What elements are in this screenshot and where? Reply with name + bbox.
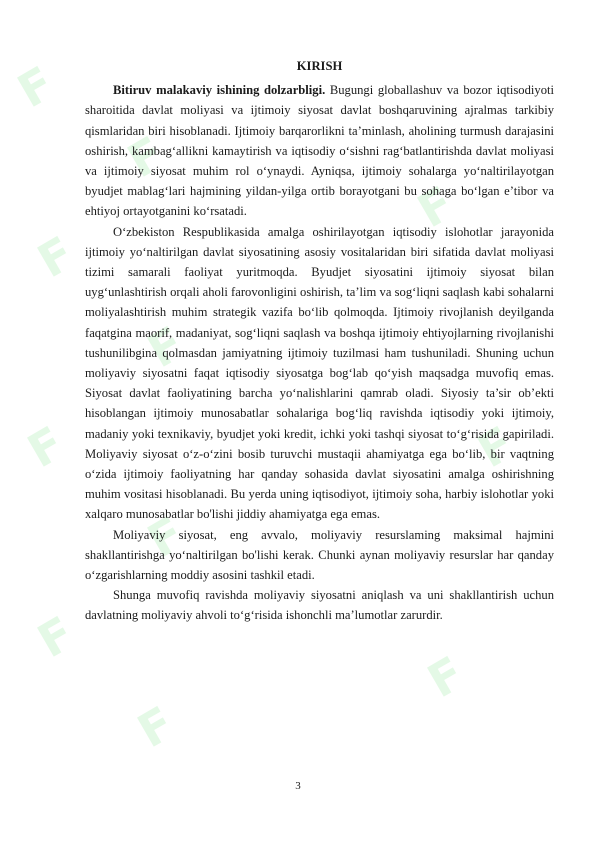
paragraph <box>85 222 554 525</box>
paragraph-text: Moliyaviy siyosat, eng avvalo, moliyaviy resurslaming maksimal hajmini shakllantirishga yo‘naltirilgan bo'lishi kerak. Chunki aynan moliyaviy resurslar har qanday o‘zgarishlarning moddiy asosini tashkil etadi. <box>85 527 554 583</box>
paragraph-lead: Bitiruv malakaviy ishining dolzarbligi. <box>113 83 326 98</box>
watermark-glyph: F <box>138 315 193 379</box>
watermark-glyph: F <box>18 415 73 479</box>
paragraph <box>85 80 554 221</box>
watermark-glyph: F <box>28 225 83 289</box>
page-number: 3 <box>295 780 301 792</box>
paragraph <box>85 585 554 625</box>
page-title: KIRISH <box>296 59 343 73</box>
watermark-glyph: F <box>128 695 183 759</box>
watermark-glyph: F <box>418 645 473 709</box>
paragraph <box>85 525 554 586</box>
watermark-glyph: F <box>468 415 523 479</box>
paragraph-text: Shunga muvofiq ravishda moliyaviy siyosatni aniqlash va uni shakllantirish uchun davlatning moliyaviy ahvoli to‘g‘risida ishonchli ma’lumotlar zarurdir. <box>85 588 554 623</box>
paragraph-text: Bugungi globallashuv va bozor iqtisodiyoti sharoitida davlat moliyasi va ijtimoiy siyosat davlat boshqaruvining ajralmas tarkibiy qismlaridan biri hisoblanadi. Ijtimoiy barqarorlikni ta’minlash, aholining turmush darajasini oshirish, kambag‘allikni kamaytirish va iqtisodiy o‘sishni rag‘batlantirishda davlat moliyasi va ijtimoiy siyosat muhim rol o‘ynaydi. Ayniqsa, ijtimoiy sohalarga yo‘naltirilayotgan byudjet mablag‘lari hajmining yildan-yilga ortib borayotgani bu sohaga bo‘lgan e’tibor va ehtiyoj ortayotganini ko‘rsatadi. <box>85 83 554 219</box>
paragraph-text: O‘zbekiston Respublikasida amalga oshirilayotgan iqtisodiy islohotlar jarayonida ijtimoiy yo‘naltirilgan davlat siyosatining asosiy vositalaridan biri sifatida davlat moliyasi tizimi samarali faoliyat yuritmoqda. Byudjet siyosatini ijtimoiy siyosat bilan uyg‘unlashtirish orqali aholi farovonligini oshirish, ta’lim va sog‘liqni saqlash kabi sohalarni moliyalashtirish muhim strategik vazifa bo‘lib qolmoqda. Ijtimoiy rivojlanish deyilganda faqatgina maorif, madaniyat, sog‘liqni saqlash va boshqa ijtimoiy ehtiyojlarning rivojlanishi tushunilibgina qolmasdan jamiyatning ijtimoiy tuzilmasi ham tushuniladi. Shuning uchun moliyaviy siyosatni faqat iqtisodiy siyosatga bog‘lab qo‘yish maqsadga muvofiq emas. Siyosat davlat faoliyatining barcha yo‘nalishlarini qamrab oladi. Siyosiy ta’sir ob’ekti hisoblangan ijtimoiy munosabatlar sohalariga bog‘liq ravishda iqtisodiy yoki ijtimoiy, madaniy yoki texnikaviy, byudjet yoki kredit, ichki yoki tashqi siyosat to‘g‘risida gapiriladi. Moliyaviy siyosat o‘z-o‘zini bosib turuvchi mustaqii ahamiyatga ega bo‘lib, bir vaqtning o‘zida ijtimoiy faoliyatning har qanday sohasida davlat siyosatini amalga oshirishning muhim vositasi hisoblanadi. Bu yerda uning iqtisodiyot, ijtimoiy soha, harbiy islohotlar yoki xalqaro munosabatlar bo'lishi jiddiy ahamiyatga ega emas. <box>85 224 554 522</box>
watermark-glyph: F <box>28 605 83 669</box>
watermark-glyph: F <box>118 125 173 189</box>
document-body <box>85 56 554 626</box>
watermark-glyph: F <box>138 505 193 569</box>
watermark-glyph: F <box>408 175 463 239</box>
watermark-glyph: F <box>8 55 63 119</box>
